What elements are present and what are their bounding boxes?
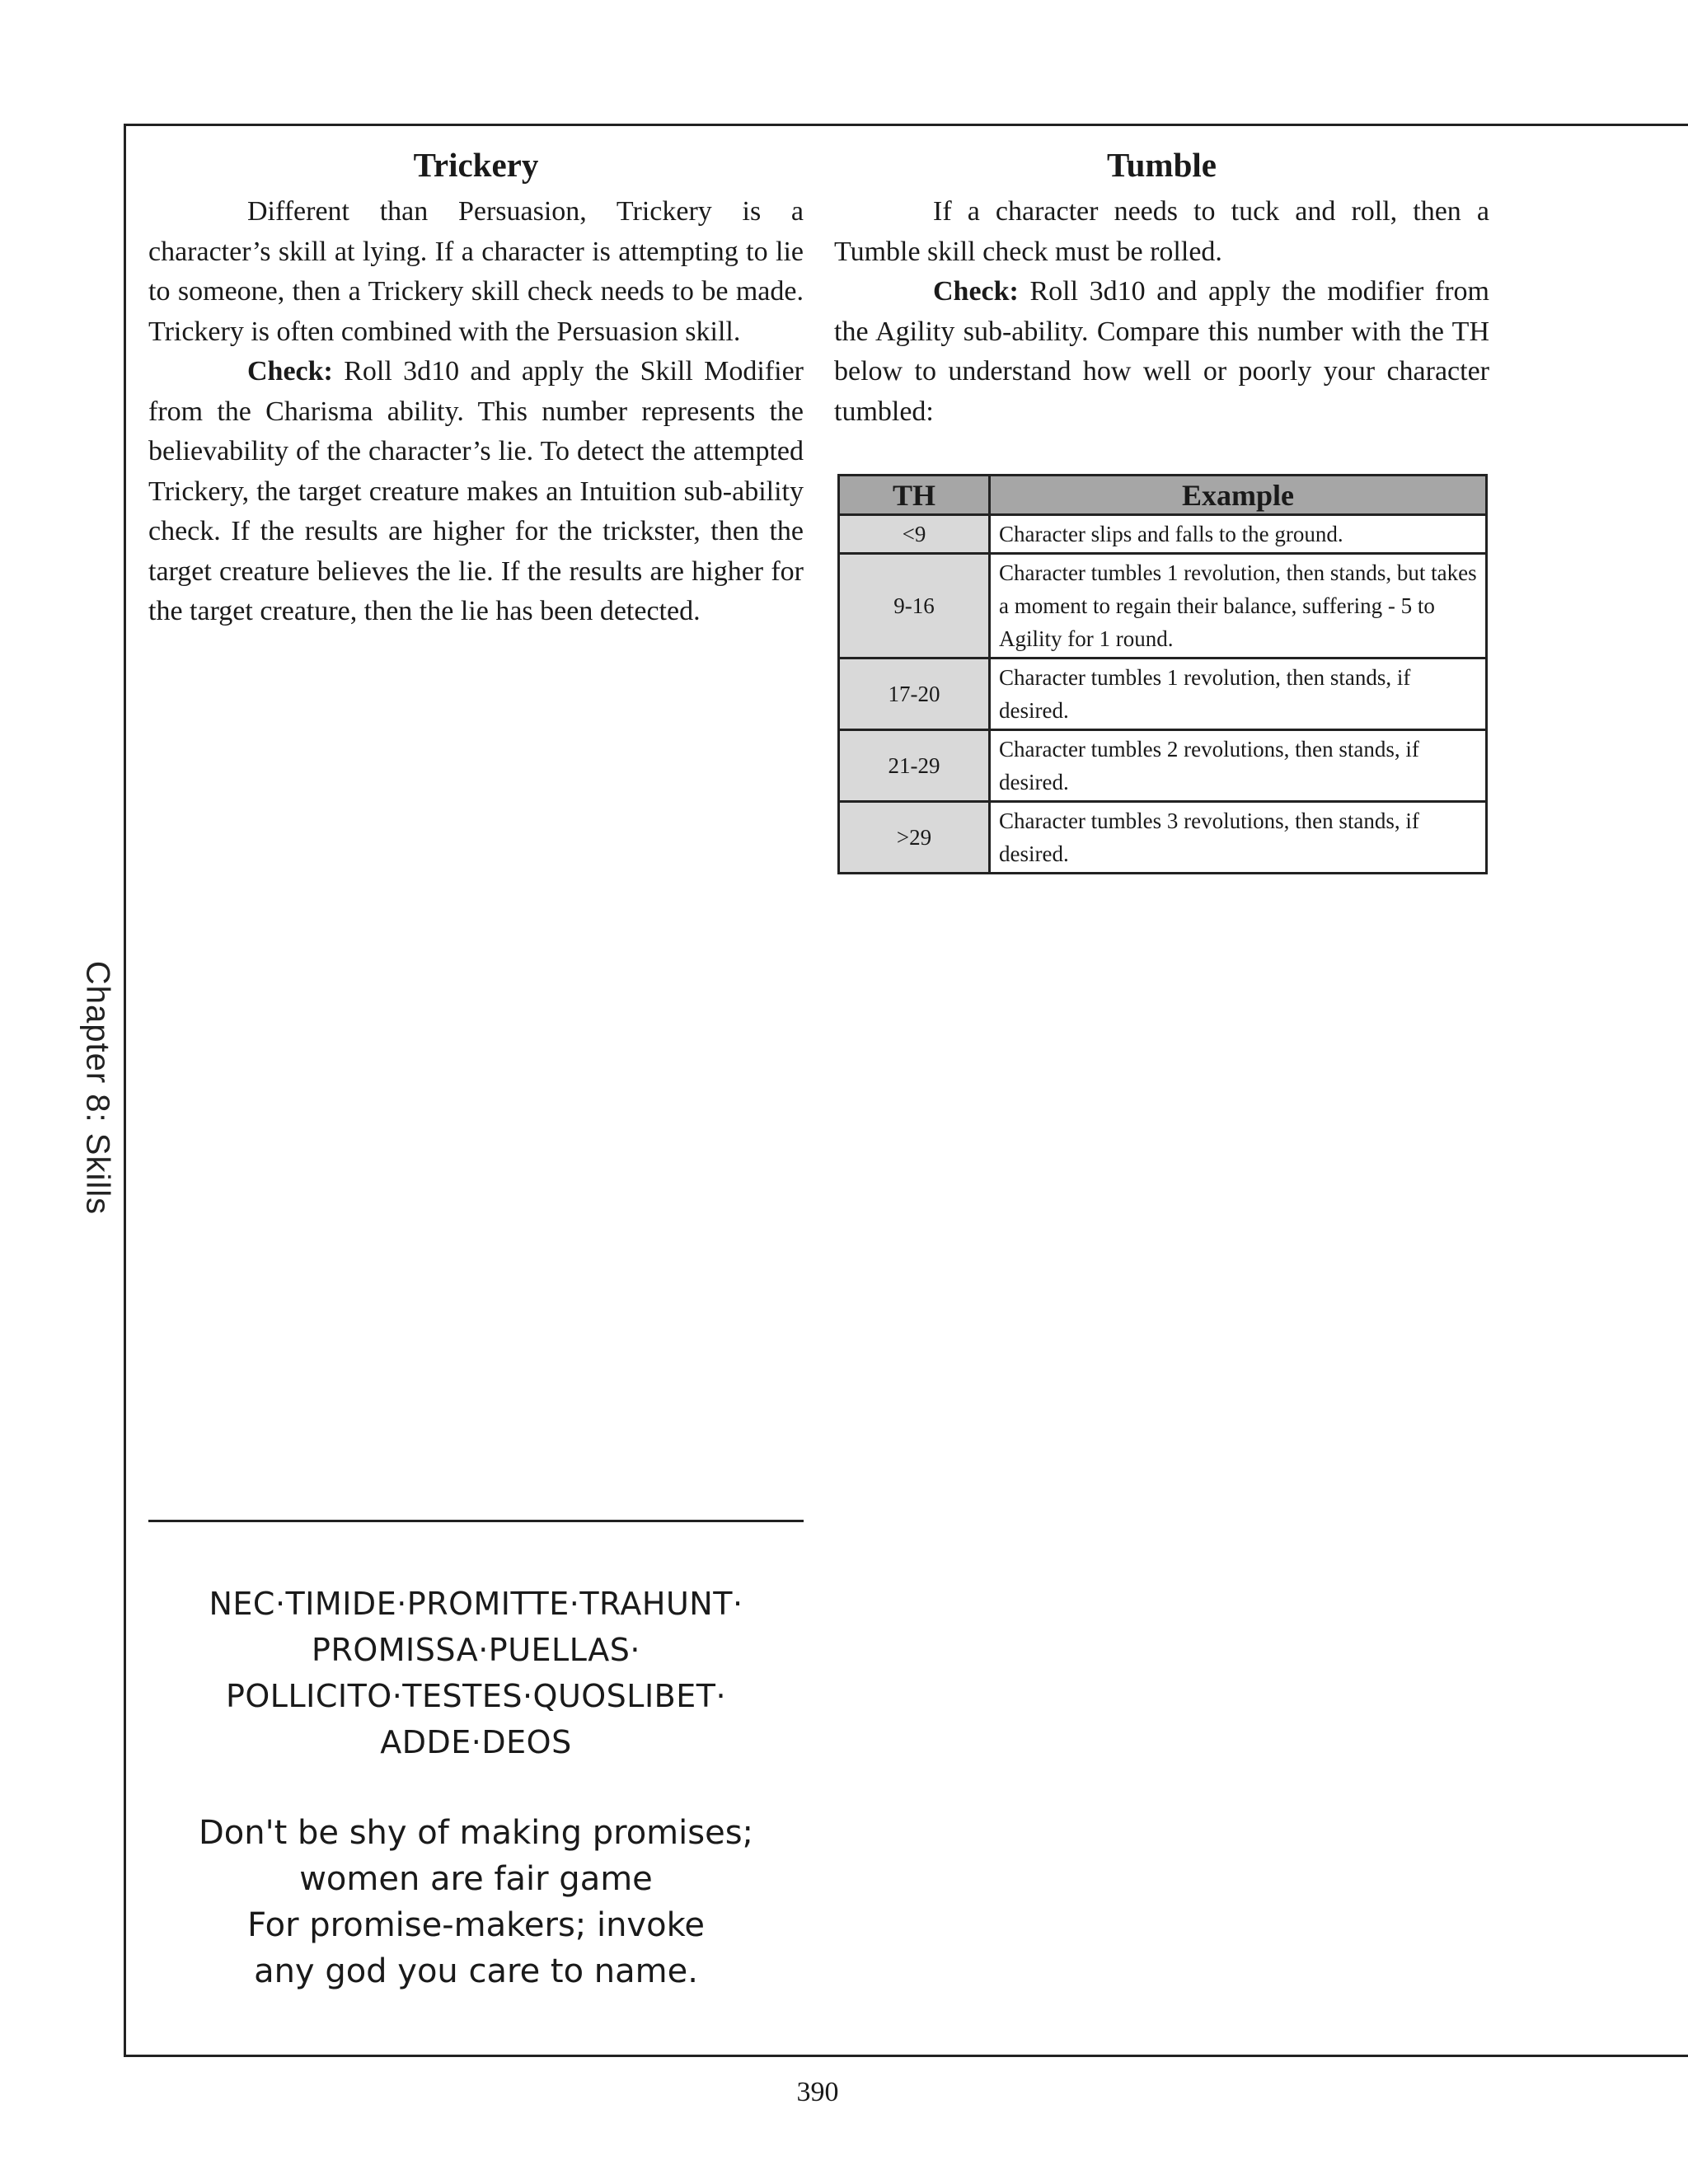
english-quote-line: Don't be shy of making promises; (198, 1814, 754, 1852)
page-number: 390 (796, 2077, 839, 2107)
example-text: Character tumbles 3 revolutions, then stands, if desired. (990, 802, 1487, 874)
table-row (839, 730, 1487, 802)
example-column-header: Example (990, 476, 1487, 515)
latin-quote (148, 1581, 804, 1765)
tumble-check-text: Roll 3d10 and apply the modifier from the Agility sub-ability. Compare this number with the TH below to understand how well or poorly your character tumbled: (834, 276, 1489, 427)
tumble-check-label: Check: (933, 276, 1019, 307)
english-quote-line: any god you care to name. (254, 1952, 698, 1990)
example-text: Character tumbles 1 revolution, then stands, but takes a moment to regain their balance, suffering - 5 to Agility for 1 round. (990, 554, 1487, 658)
table-row (839, 515, 1487, 554)
tumble-section (834, 144, 1489, 432)
trickery-check-label: Check: (247, 356, 333, 387)
th-value: 17-20 (839, 658, 990, 730)
table-row (839, 658, 1487, 730)
quote-divider (148, 1520, 804, 1522)
table-row (839, 802, 1487, 874)
th-value: >29 (839, 802, 990, 874)
english-quote (148, 1810, 804, 1994)
example-text: Character slips and falls to the ground. (990, 515, 1487, 554)
th-value: 9-16 (839, 554, 990, 658)
th-value: 21-29 (839, 730, 990, 802)
tumble-check-paragraph (834, 272, 1489, 432)
trickery-title: Trickery (413, 146, 539, 184)
table-row (839, 554, 1487, 658)
table-header-row (839, 476, 1487, 515)
th-column-header: TH (839, 476, 990, 515)
trickery-check-paragraph (148, 352, 804, 632)
english-quote-line: women are fair game (299, 1860, 653, 1898)
example-text: Character tumbles 2 revolutions, then stands, if desired. (990, 730, 1487, 802)
latin-quote-line: PROMISSA·PUELLAS· (312, 1632, 640, 1668)
th-value: <9 (839, 515, 990, 554)
english-quote-line: For promise-makers; invoke (247, 1906, 705, 1944)
tumble-intro: If a character needs to tuck and roll, then a Tumble skill check must be rolled. (834, 196, 1489, 267)
trickery-section (148, 144, 804, 632)
chapter-side-label: Chapter 8: Skills (79, 960, 116, 1216)
trickery-intro: Different than Persuasion, Trickery is a character’s skill at lying. If a character is attempting to lie to someone, then a Trickery skill check needs to be made. Trickery is often combined with the Persuasion skill. (148, 196, 804, 347)
latin-quote-line: POLLICITO·TESTES·QUOSLIBET· (225, 1678, 727, 1714)
tumble-title: Tumble (1107, 146, 1217, 184)
tumble-table (837, 474, 1488, 874)
latin-quote-line: ADDE·DEOS (380, 1724, 572, 1760)
trickery-check-text: Roll 3d10 and apply the Skill Modifier from the Charisma ability. This number represents the believability of the character’s lie. To detect the attempted Trickery, the target creature makes an Intuition sub-ability check. If the results are higher for the trickster, then the target creature believes the lie. If the results are higher for the target creature, then the lie has been detected. (148, 356, 804, 626)
latin-quote-line: NEC·TIMIDE·PROMITTE·TRAHUNT· (209, 1586, 743, 1622)
example-text: Character tumbles 1 revolution, then stands, if desired. (990, 658, 1487, 730)
